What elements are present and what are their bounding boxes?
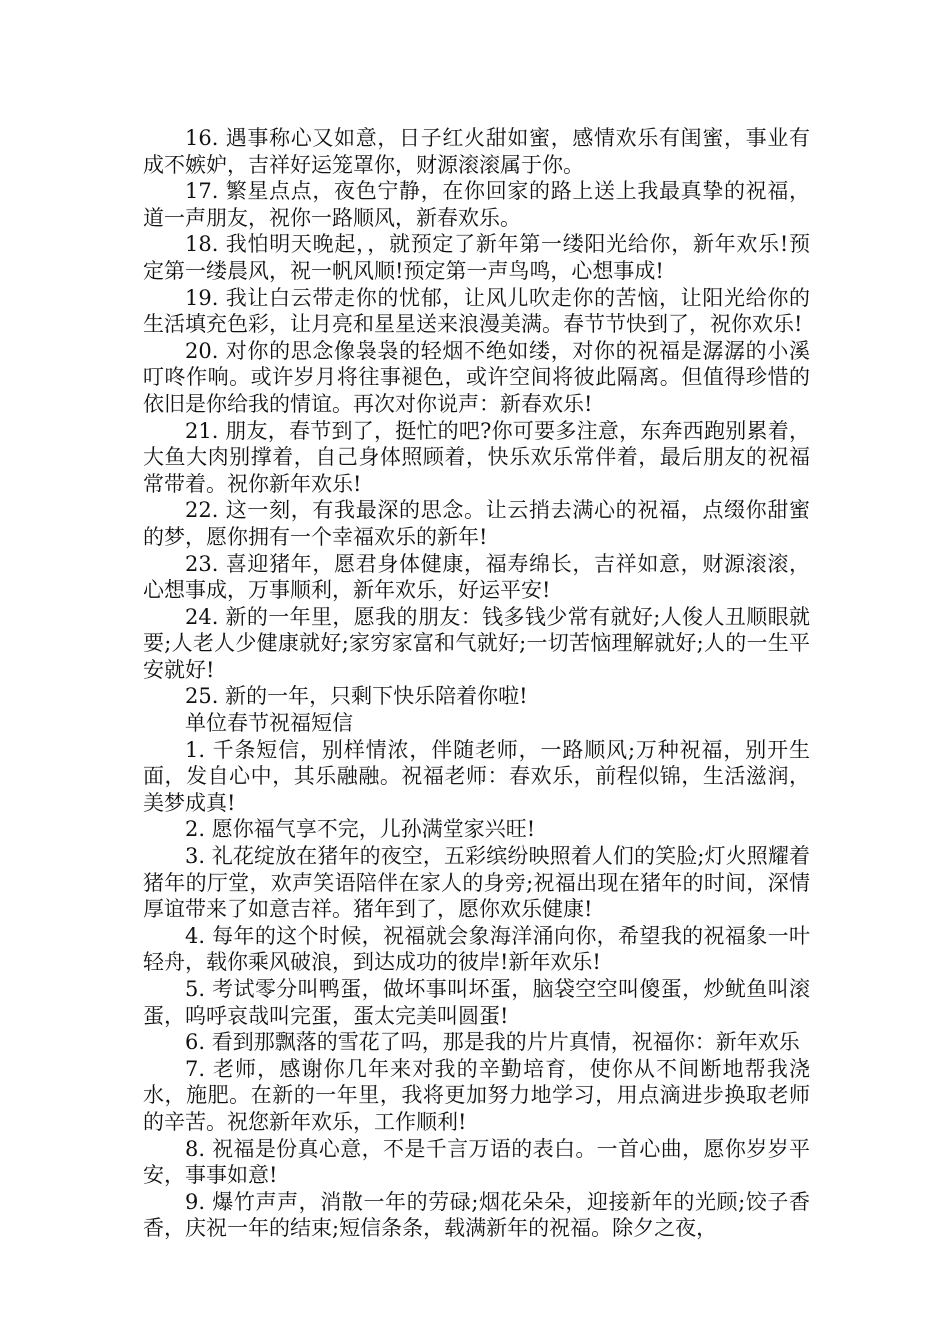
paragraph-18: 18. 我怕明天晚起，，就预定了新年第一缕阳光给你，新年欢乐!预定第一缕晨风，祝一帆风顺!预定第一声鸟鸣，心想事成! (143, 232, 810, 283)
paragraph-8: 8. 祝福是份真心意，不是千言万语的表白。一首心曲，愿你岁岁平安，事事如意! (143, 1136, 810, 1188)
paragraph-9: 9. 爆竹声声，消散一年的劳碌;烟花朵朵，迎接新年的光顾;饺子香香，庆祝一年的结束;短信条条，载满新年的祝福。除夕之夜， (143, 1189, 810, 1241)
paragraph-4: 4. 每年的这个时候，祝福就会象海洋涌向你，希望我的祝福象一叶轻舟，载你乘风破浪，到达成功的彼岸!新年欢乐! (143, 923, 810, 975)
paragraph-5: 5. 考试零分叫鸭蛋，做坏事叫坏蛋，脑袋空空叫傻蛋，炒鱿鱼叫滚蛋，呜呼哀哉叫完蛋，蛋太完美叫圆蛋! (143, 977, 810, 1028)
paragraph-7: 7. 老师，感谢你几年来对我的辛勤培育，使你从不间断地帮我浇水，施肥。在新的一年里，我将更加努力地学习，用点滴进步换取老师的辛苦。祝您新年欢乐，工作顺利! (143, 1056, 810, 1134)
paragraph-1: 1. 千条短信，别样情浓，伴随老师，一路顺风;万种祝福，别开生面，发自心中，其乐融融。祝福老师：春欢乐，前程似锦，生活滋润，美梦成真! (143, 737, 810, 815)
paragraph-19: 19. 我让白云带走你的忧郁，让风儿吹走你的苦恼，让阳光给你的生活填充色彩，让月亮和星星送来浪漫美满。春节节快到了，祝你欢乐! (143, 285, 810, 337)
paragraph-25: 25. 新的一年，只剩下快乐陪着你啦! (185, 684, 528, 709)
paragraph-3: 3. 礼花绽放在猪年的夜空，五彩缤纷映照着人们的笑脸;灯火照耀着猪年的厅堂，欢声笑语陪伴在家人的身旁;祝福出现在猪年的时间，深情厚谊带来了如意吉祥。猪年到了，愿你欢乐健康! (143, 844, 810, 922)
section-heading: 单位春节祝福短信 (185, 711, 353, 736)
paragraph-22: 22. 这一刻，有我最深的思念。让云捎去满心的祝福，点缀你甜蜜的梦，愿你拥有一个幸福欢乐的新年! (143, 498, 810, 549)
paragraph-24: 24. 新的一年里，愿我的朋友：钱多钱少常有就好;人俊人丑顺眼就要;人老人少健康就好;家穷家富和气就好;一切苦恼理解就好;人的一生平安就好! (143, 604, 810, 682)
paragraph-2: 2. 愿你福气享不完，儿孙满堂家兴旺! (185, 817, 536, 842)
paragraph-16: 16. 遇事称心又如意，日子红火甜如蜜，感情欢乐有闺蜜，事业有成不嫉妒，吉祥好运笼罩你，财源滚滚属于你。 (143, 126, 810, 177)
paragraph-20: 20. 对你的思念像袅袅的轻烟不绝如缕，对你的祝福是潺潺的小溪叮咚作响。或许岁月将往事褪色，或许空间将彼此隔离。但值得珍惜的依旧是你给我的情谊。再次对你说声：新春欢乐! (143, 338, 810, 416)
paragraph-17: 17. 繁星点点，夜色宁静，在你回家的路上送上我最真挚的祝福，道一声朋友，祝你一路顺风，新春欢乐。 (143, 179, 810, 230)
document-page (143, 125, 810, 1242)
paragraph-6: 6. 看到那飘落的雪花了吗，那是我的片片真情，祝福你：新年欢乐 (185, 1030, 800, 1055)
paragraph-21: 21. 朋友，春节到了，挺忙的吧?你可要多注意，东奔西跑别累着，大鱼大肉别撑着，自己身体照顾着，快乐欢乐常伴着，最后朋友的祝福常带着。祝你新年欢乐! (143, 418, 810, 496)
paragraph-23: 23. 喜迎猪年，愿君身体健康，福寿绵长，吉祥如意，财源滚滚，心想事成，万事顺利，新年欢乐，好运平安! (143, 551, 810, 603)
